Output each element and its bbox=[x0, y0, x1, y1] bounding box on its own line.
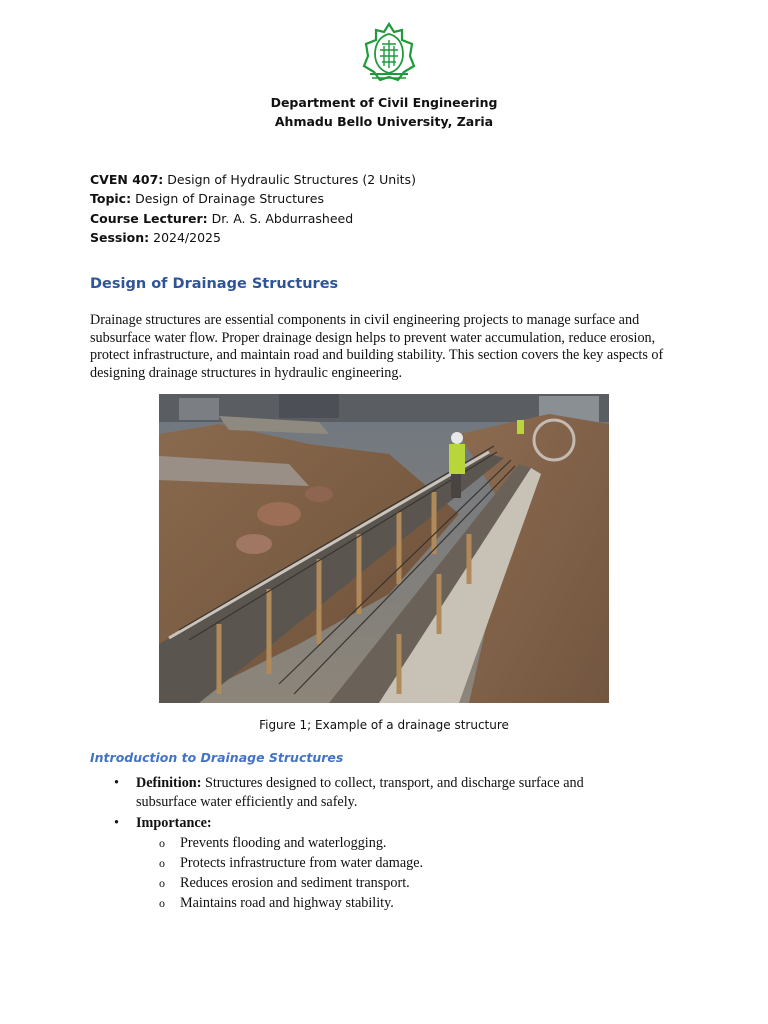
importance-item: Reduces erosion and sediment transport. bbox=[180, 874, 410, 891]
importance-label: Importance: bbox=[136, 815, 212, 831]
definition-text: Structures designed to collect, transport, and discharge surface and subsurface water efficiently and safely. bbox=[136, 775, 584, 810]
list-item-importance bbox=[0, 814, 616, 833]
session-value: 2024/2025 bbox=[153, 230, 221, 246]
sub-bullet-icon: o bbox=[159, 895, 165, 910]
list-item bbox=[0, 873, 768, 893]
bullet-icon: • bbox=[114, 775, 119, 791]
university-seal-logo bbox=[358, 22, 420, 84]
lecturer-line bbox=[90, 209, 416, 228]
sub-bullet-icon: o bbox=[159, 875, 165, 890]
course-code-line bbox=[90, 170, 416, 189]
subsection-heading: Introduction to Drainage Structures bbox=[90, 750, 344, 765]
bullet-icon: • bbox=[114, 815, 119, 831]
department-name: Department of Civil Engineering bbox=[270, 95, 498, 110]
list-item bbox=[0, 853, 768, 873]
session-line bbox=[90, 228, 416, 247]
session-label: Session: bbox=[90, 230, 150, 246]
course-info-block bbox=[90, 170, 416, 248]
topic-line bbox=[90, 189, 416, 208]
importance-item: Prevents flooding and waterlogging. bbox=[180, 834, 387, 851]
topic-value: Design of Drainage Structures bbox=[135, 191, 324, 207]
sub-bullet-icon: o bbox=[159, 855, 165, 870]
drainage-structure-photo bbox=[159, 394, 609, 703]
lecturer-label: Course Lecturer: bbox=[90, 210, 208, 226]
importance-item: Protects infrastructure from water damage. bbox=[180, 854, 424, 871]
course-code-value: Design of Hydraulic Structures (2 Units) bbox=[167, 172, 416, 187]
list-item-definition bbox=[0, 774, 616, 811]
section-heading: Design of Drainage Structures bbox=[90, 276, 339, 292]
topic-label: Topic: bbox=[90, 191, 132, 207]
content-list bbox=[0, 774, 768, 913]
importance-item: Maintains road and highway stability. bbox=[180, 894, 394, 911]
list-item bbox=[0, 833, 768, 853]
university-name: Ahmadu Bello University, Zaria bbox=[274, 114, 494, 129]
list-item bbox=[0, 893, 768, 913]
course-code-label: CVEN 407: bbox=[90, 172, 164, 187]
figure-caption: Figure 1; Example of a drainage structure bbox=[259, 718, 509, 732]
intro-paragraph: Drainage structures are essential components in civil engineering projects to manage surface and subsurface water flow. Proper drainage design helps to prevent water accumulation, reduce erosion, protect infrastructure, and maintain road and building stability. This section covers the key aspects of designing drainage structures in hydraulic engineering. bbox=[90, 312, 664, 381]
sub-bullet-icon: o bbox=[159, 835, 165, 850]
definition-label: Definition: bbox=[136, 775, 202, 791]
lecturer-value: Dr. A. S. Abdurrasheed bbox=[211, 210, 354, 226]
